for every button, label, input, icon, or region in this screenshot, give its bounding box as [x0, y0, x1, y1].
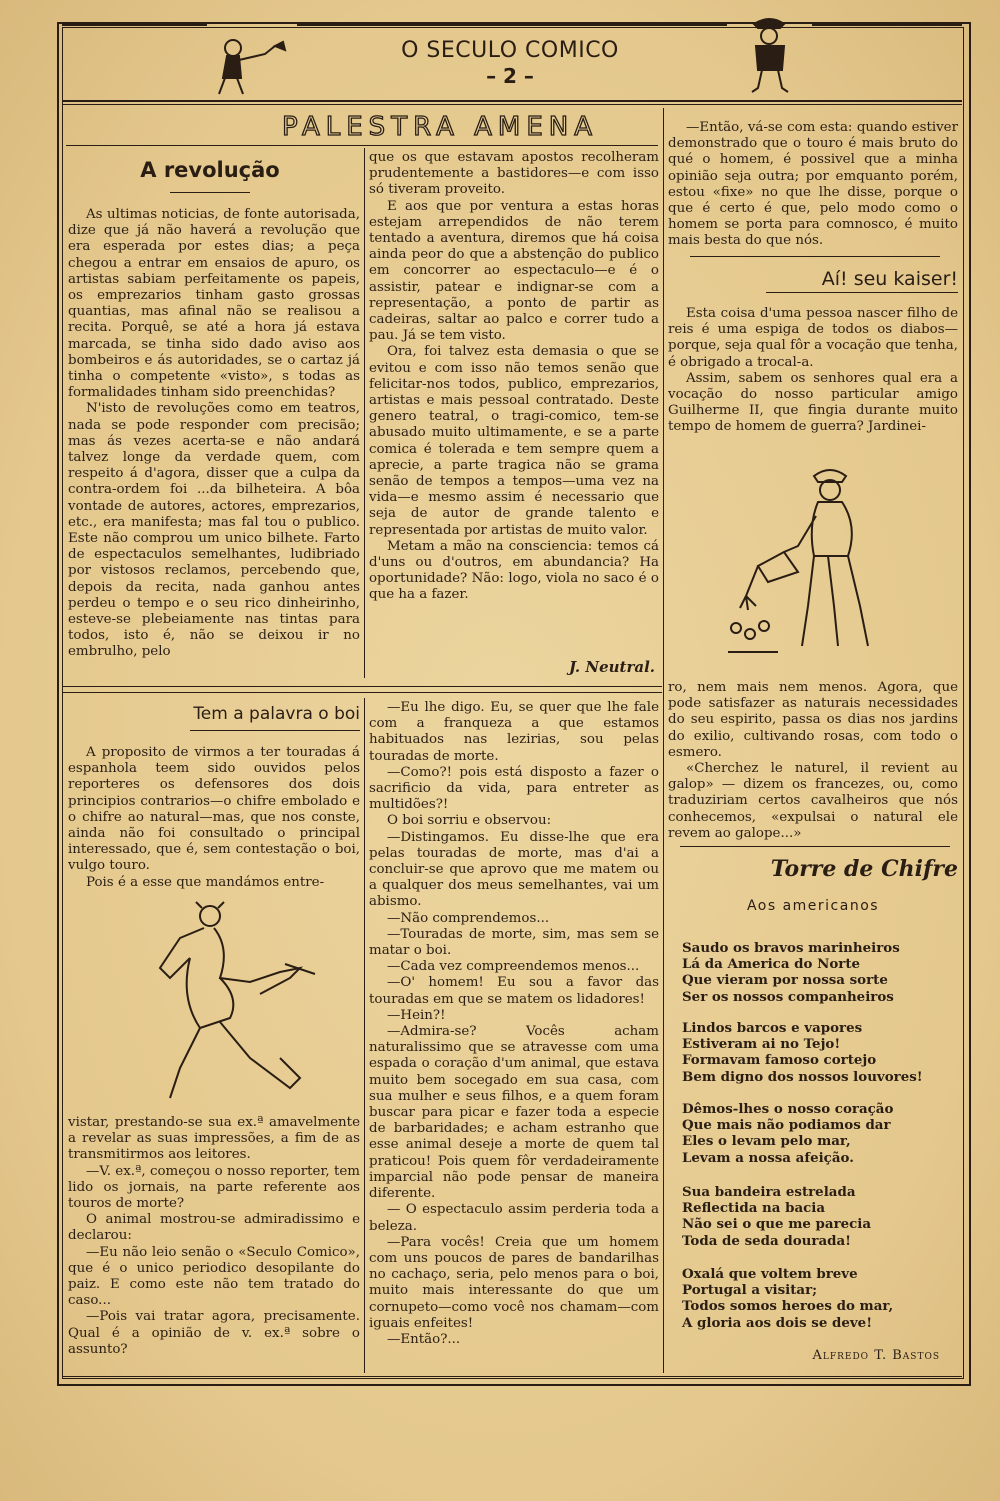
section-separator: [62, 686, 662, 687]
paragraph: — O espectaculo assim perderia toda a beleza.: [369, 1202, 659, 1234]
header-rule-bottom: [62, 100, 962, 102]
header-rule-top-left: [62, 24, 207, 26]
boi-column-1-bottom: [68, 1115, 360, 1358]
ornament-rule: [690, 256, 940, 257]
poem-line: Que mais não podiamos dar: [682, 1117, 891, 1134]
poem-line: Saudo os bravos marinheiros: [682, 940, 900, 956]
boi-column-2: [369, 700, 659, 1348]
paragraph: Ora, foi talvez esta demasia o que se evitou e com isso não temos senão que felicitar-nos todos, publico, emprezarios, artistas e mais pessoal contratado. Deste genero teatral, o tragi-comico, tem-se abusado muito ultimamente, e se a parte comica é tolerada e tem sempre quem a aprecie, a parte tragica não se grama senão de tempos a tempos—uma vez na vida—e mesmo assim é necessario que seja de autor de grande talento e representada por artistas de muito valor.: [369, 344, 659, 538]
poem-line: Que vieram por nossa sorte: [682, 972, 888, 989]
poem-line: Formavam famoso cortejo: [682, 1052, 877, 1069]
kaiser-title-underline: [766, 292, 958, 293]
column-divider: [364, 148, 365, 678]
poem-line: Toda de seda dourada!: [682, 1232, 852, 1249]
author-signature-neutral: J. Neutral.: [568, 658, 655, 676]
paragraph: —V. ex.ª, começou o nosso reporter, tem lido os jornais, na parte referente aos touros de morte?: [68, 1163, 360, 1212]
poem-stanza: [682, 1020, 962, 1085]
paragraph: —Pois vai tratar agora, precisamente. Qual é a opinião de v. ex.ª sobre o assunto?: [68, 1309, 360, 1357]
article-title-boi: Tem a palavra o boi: [193, 704, 360, 724]
paragraph: —Eu lhe digo. Eu, se quer que lhe fale com a franqueza a que estamos habituados nas lezirias, sou pelas touradas de morte.: [369, 700, 659, 764]
paragraph: —Não comprendemos...: [387, 910, 550, 926]
boi-title-underline: [190, 730, 360, 731]
article-title-torre: Torre de Chifre: [770, 856, 958, 882]
bull-figure-illustration: [140, 898, 320, 1110]
paragraph: «Cherchez le naturel, il revient au galop» — dizem os francezes, ou, como traduziriam certos cavalheiros que nós conhecemos, «expulsai o natural ele revem ao galope...»: [668, 761, 958, 841]
paragraph: ro, nem mais nem menos. Agora, que pode satisfazer as naturais necessidades do seu espirito, passa os dias nos jardins do exilio, cultivando rosas, com todo o esmero.: [668, 680, 958, 760]
header-figure-left-illustration: [205, 34, 295, 100]
poem-line: Dêmos-lhes o nosso coração: [682, 1101, 894, 1117]
paragraph: —Então, vá-se com esta: quando estiver demonstrado que o touro é mais bruto do qué o homem, é possivel que a minha opinião seja outra; por emquanto porém, estou «fixe» no que lhe disse, porque o que é certo é que, pelo modo como o homem se porta para comnosco, é muito mais besta do que nós.: [668, 120, 958, 249]
paragraph: O boi sorriu e observou:: [387, 813, 552, 829]
page-bottom-rule: [62, 1376, 962, 1377]
poem-line: Ser os nossos companheiros: [682, 988, 894, 1005]
paragraph: Pois é a esse que mandámos entre-: [86, 874, 325, 890]
poem-stanza: [682, 1101, 962, 1166]
paragraph: —Touradas de morte, sim, mas sem se matar o boi.: [369, 926, 659, 959]
paragraph: —O' homem! Eu sou a favor das touradas em que se matem os lidadores!: [369, 975, 659, 1007]
paragraph: Assim, sabem os senhores qual era a vocação do nosso particular amigo Guilherme II, que fingia durante muito tempo de homem de guerra? Jardinei-: [668, 370, 958, 435]
paragraph: Esta coisa d'uma pessoa nascer filho de reis é uma espiga de todos os diabos—porque, seja qual fôr a vocação que tenha, é obrigado a trocal-a.: [668, 306, 958, 370]
poem-line: Lá da America do Norte: [682, 956, 861, 973]
kaiser-text-bottom: [668, 680, 958, 842]
paragraph: —Eu não leio senão o «Seculo Comico», que é o unico periodico desopilante do paiz. E como este não tem tratado do caso...: [68, 1244, 360, 1309]
paragraph: —Admira-se? Vocês acham naturalissimo que se atravesse com uma espada o coração d'um animal, que estava muito bem socegado em sua casa, com sua mulher e seus filhos, e a quem foram buscar para picar e fazer toda a especie de barbaridades; e acham estranho que esse animal deseje a morte de quem tal praticou! Pois quem fôr verdadeiramente imparcial não pode pensar de maneira diferente.: [369, 1024, 659, 1202]
header-rule-bottom-thin: [62, 104, 962, 105]
gardener-kaiser-illustration: [718, 456, 908, 666]
revolucao-column-1: [68, 207, 360, 661]
header-figure-right-illustration: [740, 14, 800, 96]
poem-line: Bem digno dos nossos louvores!: [682, 1068, 923, 1085]
revolucao-column-2: [369, 150, 659, 604]
header-rule-top-right: [812, 24, 962, 26]
poem-stanza: [682, 1266, 962, 1331]
paragraph: —Hein?!: [387, 1007, 446, 1023]
column-divider: [663, 108, 664, 1373]
poem-stanza: [682, 1184, 962, 1249]
paragraph: Metam a mão na consciencia: temos cá d'uns ou d'outros, em abundancia? Ha oportunidade? Não: logo, viola no saco é o que ha a fazer.: [369, 538, 659, 603]
revolucao-title-underline: [170, 192, 250, 193]
paragraph: —Cada vez compreendemos menos...: [387, 959, 640, 975]
palestra-heading-underline: [66, 145, 658, 146]
poem-line: Estiveram ai no Tejo!: [682, 1036, 841, 1053]
poem-line: Não sei o que me parecia: [682, 1216, 872, 1233]
header-rule-top-mid: [297, 24, 727, 26]
poem-line: A gloria aos dois se deve!: [682, 1314, 873, 1331]
ornament-rule: [680, 846, 950, 847]
paragraph: que os que estavam apostos recolheram prudentemente a bastidores—e com isso só tiveram proveito.: [369, 150, 659, 198]
paragraph: —Como?! pois está disposto a fazer o sacrificio da vida, para entreter as multidões?!: [369, 764, 659, 813]
poem-line: Levam a nossa afeição.: [682, 1149, 854, 1166]
poem-line: Oxalá que voltem breve: [682, 1266, 858, 1282]
poem-stanza: [682, 940, 962, 1005]
poem-line: Portugal a visitar;: [682, 1282, 818, 1299]
poem-subtitle: Aos americanos: [746, 898, 880, 914]
boi-column-1-top: [68, 745, 360, 891]
poem-line: Eles o levam pelo mar,: [682, 1133, 851, 1150]
poem-line: Reflectida na bacia: [682, 1200, 826, 1217]
paragraph: As ultimas noticias, de fonte autorisada, dize que já não haverá a revolução que era esperada por estes dias; a peça chegou a entrar em ensaios de apuro, os artistas sabiam perfeitamente os papeis, os emprezarios tinham gasto grossas quantias, mas afinal não se realisou a recita. Porquê, se até a hora já estava marcada, se tinha sido dado aviso aos bombeiros e ás autoridades, se o cartaz já tinha o competente «visto», s todas as formalidades tinham sido preenchidas?: [68, 207, 360, 401]
paragraph: —Distingamos. Eu disse-lhe que era pelas touradas de morte, mas d'ai a concluir-se que aprovo que me matem ou a qualquer dos meus semelhantes, vai um abismo.: [369, 829, 659, 910]
author-signature-bastos: Alfredo T. Bastos: [812, 1348, 940, 1363]
article-title-revolucao: A revolução: [140, 158, 280, 182]
page-number: – 2 –: [486, 64, 534, 88]
poem-line: Sua bandeira estrelada: [682, 1184, 856, 1200]
paragraph: vistar, prestando-se sua ex.ª amavelmente a revelar as suas impressões, a fim de as transmitirmos aos leitores.: [68, 1115, 360, 1163]
paragraph: —Para vocês! Creia que um homem com uns poucos de pares de bandarilhas no cachaço, seria, pelo menos para o boi, muito mais interessante do que um cornupeto—como você nos chamam—com iguais enfeites!: [369, 1234, 659, 1331]
paragraph: N'isto de revoluções como em teatros, nada se pode responder com precisão; mas ás vezes acerta-se e não andará talvez longe da verdade quem, com respeito á d'agora, disser que a culpa da contra-ordem foi ...da bilheteira. A bôa vontade de autores, actores, emprezarios, etc., era manifesta; mas fal tou o publico. Este não comprou um unico bilhete. Farto de espectaculos semelhantes, ludibriado por vistosos reclamos, percebendo que, depois da recita, nada ganhou antes perdeu o tempo e o seu rico dinheirinho, esteve-se plebeiamente nas tintas para todos, isto é, não se deixou ir no embrulho, pelo: [68, 401, 360, 660]
column-3-top-text: [668, 120, 958, 250]
column-divider: [364, 698, 365, 1373]
paragraph: A proposito de virmos a ter touradas á espanhola teem sido ouvidos pelos reporteres os defensores dos dois principios contrarios—o chifre embolado e o chifre ao natural—mas, que nos conste, ainda não foi consultado o principal interessado, que é, sem contestação o boi, vulgo touro.: [68, 745, 360, 874]
section-separator: [62, 692, 662, 693]
section-heading-palestra: PALESTRA AMENA: [281, 112, 599, 142]
kaiser-text-top: [668, 306, 958, 436]
newspaper-title: O SECULO COMICO: [401, 38, 619, 63]
paragraph: O animal mostrou-se admiradissimo e declarou:: [68, 1212, 360, 1244]
paragraph: —Então?...: [387, 1331, 461, 1347]
poem-line: Lindos barcos e vapores: [682, 1020, 863, 1036]
paragraph: E aos que por ventura a estas horas estejam arrependidos de não terem tentado a aventura, diremos que há coisa ainda peor do que a abstenção do publico em concorrer ao espectaculo—e é o assistir, patear e indignar-se com a representação, a ponto de partir as cadeiras, saltar ao palco e correr tudo a pau. Já se tem visto.: [369, 198, 659, 344]
article-title-kaiser: Aí! seu kaiser!: [821, 268, 958, 290]
poem-line: Todos somos heroes do mar,: [682, 1298, 894, 1315]
